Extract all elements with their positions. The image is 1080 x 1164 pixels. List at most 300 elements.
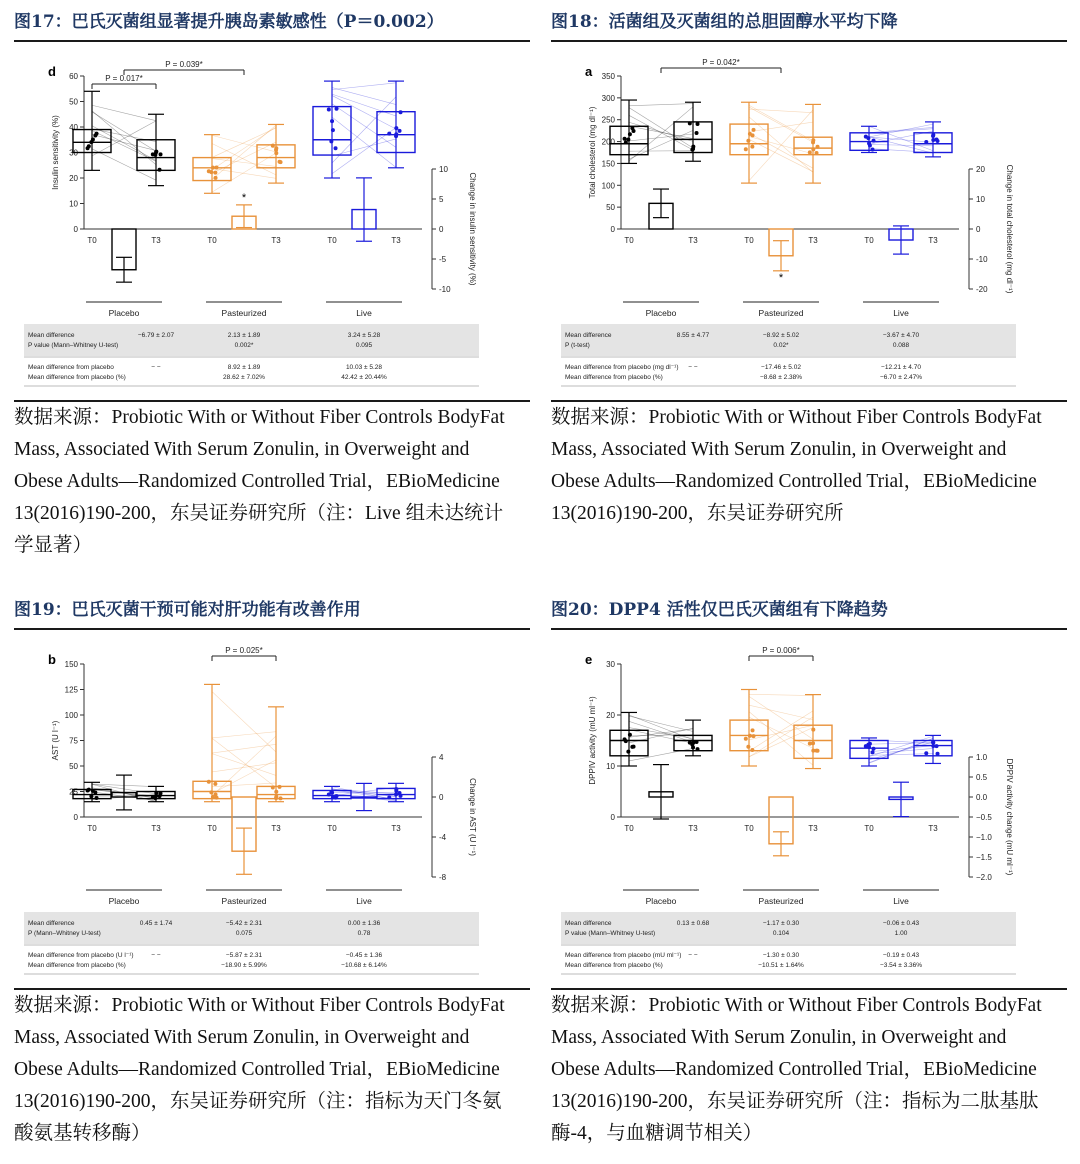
data-point: [924, 140, 928, 144]
data-point: [811, 147, 815, 151]
data-point: [871, 148, 875, 152]
y2-tick-label: 4: [439, 753, 444, 762]
data-point: [207, 780, 211, 784]
data-point: [872, 139, 876, 143]
subject-line: [92, 121, 156, 156]
table-row-shaded: [561, 324, 1016, 356]
data-point: [691, 145, 695, 149]
data-point: [394, 792, 398, 796]
table-cell: −5.42 ± 2.31: [225, 920, 263, 927]
data-point: [215, 165, 219, 169]
y2-tick-label: 1.0: [976, 753, 988, 762]
data-point: [867, 745, 871, 749]
table-cell: − −: [151, 364, 161, 371]
panel-letter: d: [48, 64, 56, 79]
data-point: [695, 131, 699, 135]
table-cell: −0.19 ± 0.43: [882, 952, 920, 959]
table-row-label: P (Mann–Whitney U-test): [28, 930, 101, 937]
table-row-label: Mean difference from placebo (%): [565, 962, 663, 969]
table-cell: 1.00: [894, 930, 908, 937]
subject-line: [212, 760, 276, 794]
data-point: [924, 751, 928, 755]
y2-tick-label: 0: [439, 793, 444, 802]
timepoint-label: T0: [744, 236, 754, 245]
timepoint-label: T3: [271, 824, 281, 833]
data-point: [632, 745, 636, 749]
y2-tick-label: −0.5: [976, 813, 992, 822]
data-point: [872, 747, 876, 751]
y-axis-label: DPPIV activity (mU ml⁻¹): [588, 696, 597, 785]
chart-area: [551, 632, 1067, 990]
source-note: 数据来源：Probiotic With or Without Fiber Controls BodyFat Mass, Associated With Serum Zonulin, in Overweight and Obese Adults—Randomized Controlled Trial，EBioMedicine 13(2016)190-200，东吴证券研究所（注：Live 组未达统计学显著）: [14, 407, 505, 556]
box-plot-chart: [551, 632, 1067, 986]
data-point: [867, 141, 871, 145]
data-point: [811, 749, 815, 753]
data-point: [750, 145, 754, 149]
group-label: Placebo: [645, 308, 677, 318]
table-cell: −3.54 ± 3.36%: [879, 962, 923, 969]
table-cell: 8.55 ± 4.77: [676, 332, 710, 339]
data-point: [751, 728, 755, 732]
y-tick-label: 0: [610, 225, 615, 234]
data-point: [746, 139, 750, 143]
data-point: [213, 782, 217, 786]
data-point: [158, 794, 162, 798]
data-point: [691, 745, 695, 749]
data-point: [213, 171, 217, 175]
y2-tick-label: 20: [976, 165, 985, 174]
timepoint-label: T0: [87, 824, 97, 833]
table-cell: −0.06 ± 0.43: [882, 920, 920, 927]
table-cell: 42.42 ± 20.44%: [341, 374, 387, 381]
table-cell: 0.13 ± 0.68: [676, 920, 710, 927]
group-label: Pasteurized: [221, 308, 267, 318]
figure-title: 图18：活菌组及灭菌组的总胆固醇水平均下降: [551, 0, 1067, 42]
data-point: [387, 795, 391, 799]
y-tick-label: 10: [606, 762, 615, 771]
table-cell: 0.02*: [773, 342, 789, 349]
y-tick-label: 75: [69, 736, 78, 746]
data-point: [626, 750, 630, 754]
data-point: [91, 789, 95, 793]
data-point: [279, 796, 283, 800]
table-row-label: Mean difference from placebo (mg dl⁻¹): [565, 364, 679, 371]
y2-tick-label: −1.0: [976, 833, 992, 842]
source-note: 数据来源：Probiotic With or Without Fiber Controls BodyFat Mass, Associated With Serum Zonulin, in Overweight and Obese Adults—Randomized Controlled Trial，EBioMedicine 13(2016)190-200，东吴证券研究所（注：指标为天门冬氨酸氨基转移酶）: [14, 995, 505, 1144]
timepoint-label: T0: [624, 236, 634, 245]
table-row-label: Mean difference from placebo (%): [565, 374, 663, 381]
data-point: [278, 785, 282, 789]
data-point: [95, 796, 99, 800]
table-cell: 3.24 ± 5.28: [347, 332, 381, 339]
table-cell: − −: [151, 952, 161, 959]
table-row-shaded: [24, 324, 479, 356]
table-cell: −1.30 ± 0.30: [762, 952, 800, 959]
y-tick-label: 100: [601, 181, 615, 191]
subject-line: [749, 133, 813, 168]
y-tick-label: 20: [69, 174, 78, 183]
timepoint-label: T0: [207, 236, 217, 245]
subject-line: [212, 754, 276, 776]
data-point: [752, 128, 756, 132]
box-plot-chart: [551, 44, 1067, 398]
data-point: [632, 129, 636, 133]
data-point: [808, 150, 812, 154]
y2-axis-label: Change in insulin sensitivity (%): [468, 172, 477, 286]
data-point: [931, 744, 935, 748]
data-point: [271, 144, 275, 148]
table-row-label: Mean difference from placebo (mU ml⁻¹): [565, 952, 682, 959]
panel-letter: a: [585, 64, 593, 79]
table-cell: 10.03 ± 5.28: [345, 364, 383, 371]
data-point: [931, 741, 935, 745]
group-label: Live: [356, 896, 372, 906]
timepoint-label: T0: [864, 824, 874, 833]
data-point: [335, 107, 339, 111]
table-cell: −6.79 ± 2.07: [137, 332, 175, 339]
subject-line: [629, 104, 693, 106]
table-cell: − −: [688, 364, 698, 371]
timepoint-label: T0: [87, 236, 97, 245]
data-point: [89, 140, 93, 144]
table-row-label: Mean difference from placebo (%): [28, 962, 126, 969]
timepoint-label: T3: [271, 236, 281, 245]
data-point: [214, 176, 218, 180]
y-axis-label: Insulin sensitivity (%): [51, 115, 60, 190]
y-tick-label: 30: [69, 148, 78, 158]
data-point: [87, 144, 91, 148]
data-point: [154, 150, 158, 154]
table-cell: 0.075: [235, 930, 253, 937]
y-tick-label: 100: [64, 711, 78, 720]
table-row-shaded: [561, 912, 1016, 944]
data-point: [751, 133, 755, 137]
table-row-label: Mean difference: [28, 332, 75, 339]
table-cell: −8.68 ± 2.38%: [759, 374, 803, 381]
y-tick-label: 150: [601, 159, 615, 169]
y-tick-label: 50: [606, 203, 615, 213]
subject-line: [749, 105, 813, 141]
table-cell: 2.13 ± 1.89: [227, 332, 261, 339]
data-point: [387, 132, 391, 136]
y-tick-label: 30: [606, 660, 615, 669]
subject-line: [212, 763, 276, 772]
y2-tick-label: 0: [976, 225, 981, 234]
y2-tick-label: -10: [976, 255, 988, 264]
y-tick-label: 0: [610, 813, 615, 822]
chart-area: [14, 632, 530, 990]
table-row-label: Mean difference: [565, 920, 612, 927]
data-point: [87, 788, 91, 792]
group-label: Live: [356, 308, 372, 318]
table-cell: 0.45 ± 1.74: [139, 920, 173, 927]
timepoint-label: T0: [327, 824, 337, 833]
table-cell: −17.46 ± 5.02: [761, 364, 801, 371]
y-tick-label: 40: [69, 123, 78, 132]
subject-line: [332, 88, 396, 105]
table-cell: 0.002*: [234, 342, 254, 349]
data-point: [334, 146, 338, 150]
y2-tick-label: 5: [439, 195, 444, 204]
y-tick-label: 250: [601, 115, 615, 125]
significance-star: *: [778, 271, 784, 284]
table-row-label: Mean difference from placebo: [28, 364, 114, 371]
subject-line: [332, 83, 396, 90]
subject-line: [749, 694, 813, 695]
data-point: [334, 796, 338, 800]
data-point: [628, 733, 632, 737]
table-cell: −1.17 ± 0.30: [762, 920, 800, 927]
subject-line: [212, 732, 276, 738]
timepoint-label: T3: [151, 236, 161, 245]
table-cell: 0.104: [772, 930, 790, 937]
subject-line: [749, 727, 813, 756]
data-point: [330, 119, 334, 123]
group-label: Placebo: [645, 896, 677, 906]
y2-tick-label: 0.5: [976, 773, 988, 782]
subject-line: [212, 159, 276, 167]
chart-area: [551, 44, 1067, 402]
data-point: [394, 126, 398, 130]
y2-tick-label: −2.0: [976, 873, 992, 882]
data-point: [871, 750, 875, 754]
table-row-label: P value (Mann–Whitney U-test): [28, 342, 119, 349]
group-label: Pasteurized: [758, 896, 804, 906]
y-tick-label: 50: [69, 97, 78, 107]
y2-axis-label: Change in total cholesterol (mg dl⁻¹): [1005, 164, 1014, 294]
timepoint-label: T3: [688, 824, 698, 833]
table-cell: −5.87 ± 2.31: [225, 952, 263, 959]
y-axis-label: AST (U l⁻¹): [51, 720, 60, 761]
group-label: Placebo: [108, 896, 140, 906]
source-note: 数据来源：Probiotic With or Without Fiber Controls BodyFat Mass, Associated With Serum Zonulin, in Overweight and Obese Adults—Randomized Controlled Trial，EBioMedicine 13(2016)190-200，东吴证券研究所（注：指标为二肽基肽酶-4，与血糖调节相关）: [551, 995, 1042, 1144]
data-point: [330, 791, 334, 795]
subject-line: [212, 125, 276, 179]
y2-tick-label: -10: [439, 285, 451, 294]
y-tick-label: 10: [69, 199, 78, 209]
y2-tick-label: -20: [976, 285, 988, 294]
data-point: [274, 151, 278, 155]
subject-line: [869, 124, 933, 137]
subject-line: [749, 711, 813, 751]
table-cell: −10.51 ± 1.64%: [758, 962, 804, 969]
data-point: [746, 745, 750, 749]
data-point: [394, 132, 398, 136]
group-label: Placebo: [108, 308, 140, 318]
table-cell: −18.90 ± 5.99%: [221, 962, 267, 969]
timepoint-label: T3: [808, 824, 818, 833]
box-plot-chart: [14, 44, 530, 398]
table-cell: 0.00 ± 1.36: [347, 920, 381, 927]
data-point: [624, 140, 628, 144]
data-point: [811, 728, 815, 732]
chart-area: [14, 44, 530, 402]
y-axis-label: Total cholesterol (mg dl⁻¹): [588, 106, 597, 199]
data-point: [936, 752, 940, 756]
y-tick-label: 350: [601, 72, 615, 81]
timepoint-label: T3: [151, 824, 161, 833]
y2-tick-label: 10: [976, 195, 985, 204]
table-cell: − −: [688, 952, 698, 959]
subject-line: [212, 128, 276, 158]
data-point: [815, 151, 819, 155]
data-point: [696, 122, 700, 126]
data-point: [624, 739, 628, 743]
y2-tick-label: −1.5: [976, 853, 992, 862]
y-tick-label: 150: [64, 660, 78, 669]
subject-line: [212, 135, 276, 152]
timepoint-label: T3: [808, 236, 818, 245]
data-point: [931, 138, 935, 142]
table-cell: −12.21 ± 4.70: [881, 364, 921, 371]
table-cell: 8.92 ± 1.89: [227, 364, 261, 371]
table-cell: −6.70 ± 2.47%: [879, 374, 923, 381]
y2-axis-label: DPPIV activity change (mU ml⁻¹): [1005, 758, 1014, 876]
data-point: [752, 734, 756, 738]
timepoint-label: T3: [391, 824, 401, 833]
data-point: [399, 110, 403, 114]
group-label: Pasteurized: [221, 896, 267, 906]
y2-tick-label: -8: [439, 873, 447, 882]
bracket-label: P = 0.006*: [762, 646, 800, 655]
data-point: [394, 789, 398, 793]
table-cell: 28.62 ± 7.02%: [223, 374, 265, 381]
data-point: [89, 794, 93, 798]
y-tick-label: 0: [73, 225, 78, 234]
significance-star: *: [241, 191, 247, 204]
data-point: [274, 795, 278, 799]
data-point: [327, 107, 331, 111]
y-tick-label: 0: [73, 813, 78, 822]
data-point: [95, 132, 99, 136]
subject-line: [749, 117, 813, 173]
data-point: [209, 790, 213, 794]
y-tick-label: 25: [69, 787, 78, 797]
timepoint-label: T0: [864, 236, 874, 245]
subject-line: [212, 692, 276, 752]
data-point: [329, 139, 333, 143]
y-tick-label: 200: [601, 137, 615, 147]
y2-tick-label: 10: [439, 165, 448, 174]
timepoint-label: T0: [624, 824, 634, 833]
y-tick-label: 20: [606, 711, 615, 720]
data-point: [271, 786, 275, 790]
figure-title: 图20：DPP4 活性仅巴氏灭菌组有下降趋势: [551, 588, 1067, 630]
timepoint-label: T3: [928, 824, 938, 833]
subject-line: [332, 94, 396, 116]
table-row-label: P (t-test): [565, 342, 590, 349]
table-cell: −10.68 ± 6.14%: [341, 962, 387, 969]
table-cell: 0.095: [355, 342, 373, 349]
subject-line: [869, 754, 933, 756]
data-point: [688, 121, 692, 125]
table-row-label: Mean difference from placebo (U l⁻¹): [28, 952, 134, 959]
table-row-label: Mean difference: [28, 920, 75, 927]
data-point: [748, 734, 752, 738]
data-point: [207, 169, 211, 173]
data-point: [811, 138, 815, 142]
timepoint-label: T0: [327, 236, 337, 245]
source-note: 数据来源：Probiotic With or Without Fiber Controls BodyFat Mass, Associated With Serum Zonulin, in Overweight and Obese Adults—Randomized Controlled Trial，EBioMedicine 13(2016)190-200，东吴证券研究所: [551, 407, 1042, 524]
timepoint-label: T0: [744, 824, 754, 833]
box-plot-chart: [14, 632, 530, 986]
data-point: [691, 741, 695, 745]
data-point: [750, 748, 754, 752]
y2-tick-label: 0: [439, 225, 444, 234]
data-point: [158, 168, 162, 172]
figure-title: 图17：巴氏灭菌组显著提升胰岛素敏感性（P＝0.002）: [14, 0, 530, 42]
y-tick-label: 300: [601, 93, 615, 103]
y2-tick-label: -4: [439, 833, 447, 842]
data-point: [816, 145, 820, 149]
table-row-shaded: [24, 912, 479, 944]
subject-line: [212, 153, 276, 192]
table-cell: −8.92 ± 5.02: [762, 332, 800, 339]
data-point: [744, 737, 748, 741]
data-point: [696, 747, 700, 751]
subject-line: [629, 122, 693, 141]
data-point: [931, 133, 935, 137]
bracket-label: P = 0.042*: [702, 58, 740, 67]
data-point: [274, 146, 278, 150]
bracket-label: P = 0.039*: [165, 60, 203, 69]
y-tick-label: 50: [69, 762, 78, 771]
data-point: [159, 152, 163, 156]
y-tick-label: 125: [64, 685, 78, 695]
subject-line: [92, 105, 156, 120]
table-cell: 0.78: [357, 930, 371, 937]
data-point: [864, 135, 868, 139]
figure-title: 图19：巴氏灭菌干预可能对肝功能有改善作用: [14, 588, 530, 630]
data-point: [154, 791, 158, 795]
y2-tick-label: -5: [439, 255, 447, 264]
y-tick-label: 60: [69, 72, 78, 81]
data-point: [278, 160, 282, 164]
table-row-label: Mean difference: [565, 332, 612, 339]
data-point: [744, 147, 748, 151]
y2-tick-label: 0.0: [976, 793, 988, 802]
group-label: Live: [893, 308, 909, 318]
subject-line: [869, 743, 933, 744]
timepoint-label: T3: [688, 236, 698, 245]
timepoint-label: T3: [928, 236, 938, 245]
table-row-label: P value (Mann–Whitney U-test): [565, 930, 656, 937]
group-label: Live: [893, 896, 909, 906]
data-point: [623, 137, 627, 141]
data-point: [274, 790, 278, 794]
subject-line: [92, 149, 156, 180]
subject-line: [332, 117, 396, 167]
data-point: [688, 741, 692, 745]
table-cell: −0.45 ± 1.36: [345, 952, 383, 959]
bracket-label: P = 0.025*: [225, 646, 263, 655]
data-point: [398, 791, 402, 795]
timepoint-label: T3: [391, 236, 401, 245]
table-row-label: Mean difference from placebo (%): [28, 374, 126, 381]
data-point: [331, 128, 335, 132]
table-cell: 0.088: [892, 342, 910, 349]
subject-line: [92, 112, 156, 151]
timepoint-label: T0: [207, 824, 217, 833]
panel-letter: e: [585, 652, 593, 667]
subject-line: [332, 104, 396, 148]
y2-axis-label: Change in AST (U l⁻¹): [468, 778, 477, 856]
group-label: Pasteurized: [758, 308, 804, 318]
data-point: [398, 129, 402, 133]
subject-line: [749, 110, 813, 181]
bracket-label: P = 0.017*: [105, 74, 143, 83]
subject-line: [629, 151, 693, 152]
